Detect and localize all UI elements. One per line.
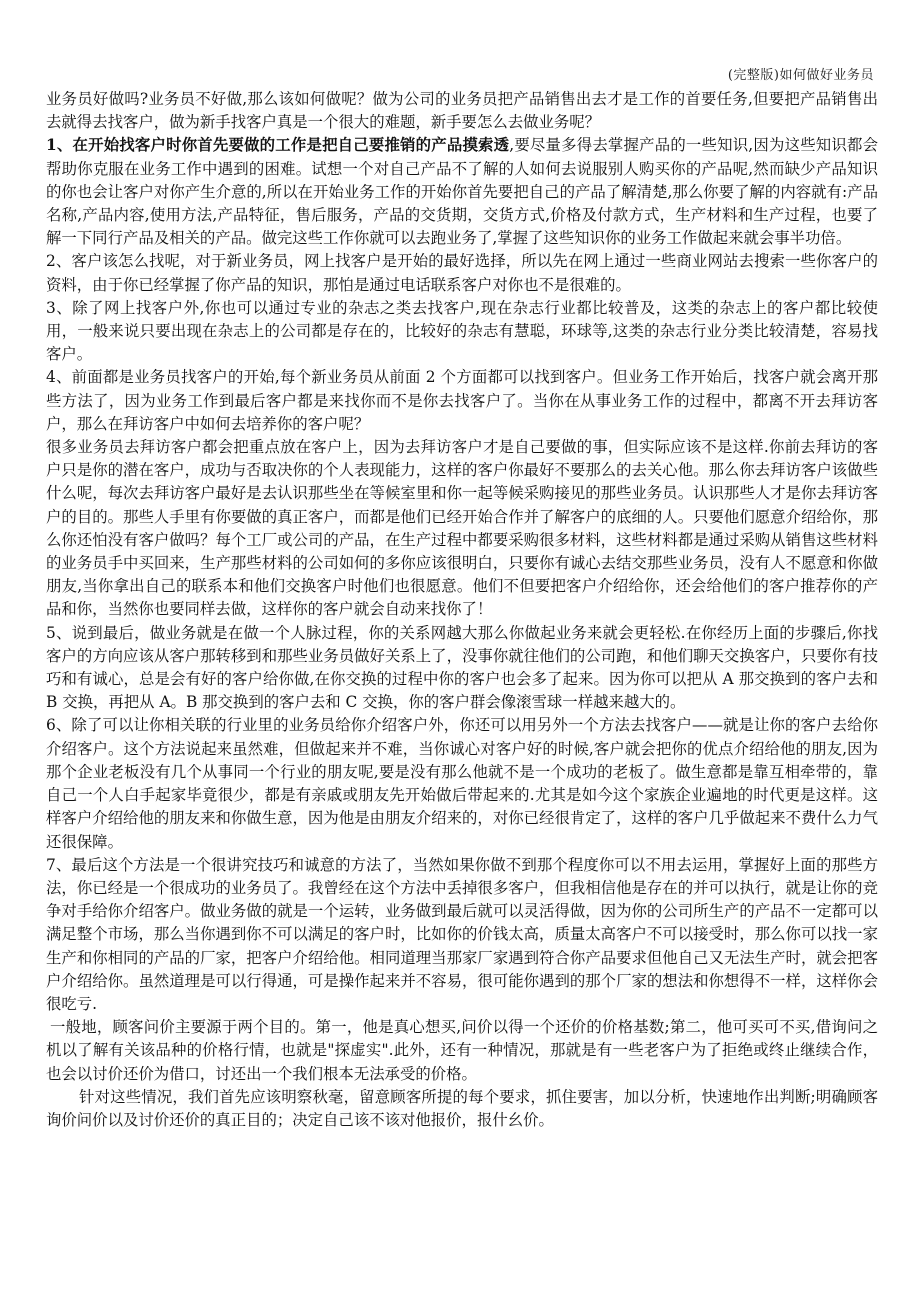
paragraph-9: 针对这些情况，我们首先应该明察秋毫，留意顾客所提的每个要求，抓住要害，加以分析，快速地作出判断;明确顾客询价问价以及讨价还价的真正目的；决定自己该不该对他报价，报什幺价。 (46, 1087, 878, 1129)
paragraph-intro: 业务员好做吗?业务员不好做,那么该如何做呢？做为公司的业务员把产品销售出去才是工作的首要任务,但要把产品销售出去就得去找客户，做为新手找客户真是一个很大的难题，新手要怎么去做业务呢？ (46, 90, 878, 132)
paragraph-1 (46, 134, 878, 250)
paragraph-3: 3、除了网上找客户外,你也可以通过专业的杂志之类去找客户,现在杂志行业都比较普及，这类的杂志上的客户都比较使用，一般来说只要出现在杂志上的公司都是存在的，比较好的杂志有慧聪，环球等,这类的杂志行业分类比较清楚，容易找客户。 (46, 298, 878, 364)
paragraph-5: 5、说到最后，做业务就是在做一个人脉过程，你的关系网越大那么你做起业务来就会更轻松.在你经历上面的步骤后,你找客户的方向应该从客户那转移到和那些业务员做好关系上了，没事你就往他们的公司跑，和他们聊天交换客户，只要你有技巧和有诚心，总是会有好的客户给你做,在你交换的过程中你的客户也会多了起来。因为你可以把从 A 那交换到的客户去和 B 交换，再把从 A。B 那交换到的客户去和 C 交换，你的客户群会像滚雪球一样越来越大的。 (46, 623, 878, 712)
document-header-title: (完整版)如何做好业务员 (727, 68, 874, 83)
document-body (46, 88, 878, 1132)
paragraph-6: 6、除了可以让你相关联的行业里的业务员给你介绍客户外，你还可以用另外一个方法去找客户——就是让你的客户去给你介绍客户。这个方法说起来虽然难，但做起来并不难，当你诚心对客户好的时候,客户就会把你的优点介绍给他的朋友,因为那个企业老板没有几个从事同一个行业的朋友呢,要是没有那么他就不是一个成功的老板了。做生意都是靠互相牵带的，靠自己一个人白手起家毕竟很少，都是有亲戚或朋友先开始做后带起来的.尤其是如今这个家族企业遍地的时代更是这样。这样客户介绍给他的朋友来和你做生意，因为他是由朋友介绍来的，对你已经很肯定了，这样的客户几乎做起来不费什么力气还很保障。 (46, 716, 878, 851)
paragraph-8: 一般地，顾客问价主要源于两个目的。第一，他是真心想买,问价以得一个还价的价格基数;第二，他可买可不买,借询问之机以了解有关该品种的价格行情，也就是"探虚实".此外，还有一种情况，那就是有一些老客户为了拒绝或终止继续合作，也会以讨价还价为借口，讨还出一个我们根本无法承受的价格。 (46, 1018, 878, 1083)
paragraph-1-body: ,要尽量多得去掌握产品的一些知识,因为这些知识都会帮助你克服在业务工作中遇到的困难。试想一个对自己产品不了解的人如何去说服别人购买你的产品呢,然而缺少产品知识的你也会让客户对你产生介意的,所以在开始业务工作的开始你首先要把自己的产品了解清楚,那么你要了解的内容就有:产品名称,产品内容,使用方法,产品特征，售后服务，产品的交货期，交货方式,价格及付款方式，生产材料和生产过程，也要了解一下同行产品及相关的产品。做完这些工作你就可以去跑业务了,掌握了这些知识你的业务工作做起来就会事半功倍。 (46, 136, 878, 248)
paragraph-7: 7、最后这个方法是一个很讲究技巧和诚意的方法了，当然如果你做不到那个程度你可以不用去运用，掌握好上面的那些方法，你已经是一个很成功的业务员了。我曾经在这个方法中丢掉很多客户，但我相信他是存在的并可以执行，就是让你的竞争对手给你介绍客户。做业务做的就是一个运转，业务做到最后就可以灵活得做，因为你的公司所生产的产品不一定都可以满足整个市场，那么当你遇到你不可以满足的客户时，比如你的价钱太高，质量太高客户不可以接受时，那么你可以找一家生产和你相同的产品的厂家，把客户介绍给他。相同道理当那家厂家遇到符合你产品要求但他自己又无法生产时，就会把客户介绍给你。虽然道理是可以行得通，可是操作起来并不容易，很可能你遇到的那个厂家的想法和你想得不一样，这样你会很吃亏. (46, 855, 878, 1013)
paragraph-4: 4、前面都是业务员找客户的开始,每个新业务员从前面 2 个方面都可以找到客户。但业务工作开始后，找客户就会离开那些方法了，因为业务工作到最后客户都是来找你而不是你去找客户了。当你在从事业务工作的过程中，都离不开去拜访客户，那么在拜访客户中如何去培养你的客户呢？ (46, 368, 878, 433)
paragraph-4-continued: 很多业务员去拜访客户都会把重点放在客户上，因为去拜访客户才是自己要做的事，但实际应该不是这样.你前去拜访的客户只是你的潜在客户，成功与否取决你的个人表现能力，这样的客户你最好不要那么的去关心他。那么你去拜访客户该做些什么呢，每次去拜访客户最好是去认识那些坐在等候室里和你一起等候采购接见的那些业务员。认识那些人才是你去拜访客户的目的。那些人手里有你要做的真正客户，而都是他们已经开始合作并了解客户的底细的人。只要他们愿意介绍给你，那么你还怕没有客户做吗？每个工厂或公司的产品，在生产过程中都要采购很多材料，这些材料都是通过采购从销售这些材料的业务员手中买回来，生产那些材料的公司如何的多你应该很明白，只要你有诚心去结交那些业务员，没有人不愿意和你做朋友,当你拿出自己的联系本和他们交换客户时他们也很愿意。他们不但要把客户介绍给你，还会给他们的客户推荐你的产品和你，当然你也要同样去做，这样你的客户就会自动来找你了！ (46, 438, 878, 619)
paragraph-2: 2、客户该怎么找呢，对于新业务员，网上找客户是开始的最好选择，所以先在网上通过一些商业网站去搜索一些你客户的资料，由于你已经掌握了你产品的知识，那怕是通过电话联系客户对你也不是很难的。 (46, 252, 878, 294)
paragraph-1-heading: 1、在开始找客户时你首先要做的工作是把自己要推销的产品摸索透 (46, 136, 510, 155)
